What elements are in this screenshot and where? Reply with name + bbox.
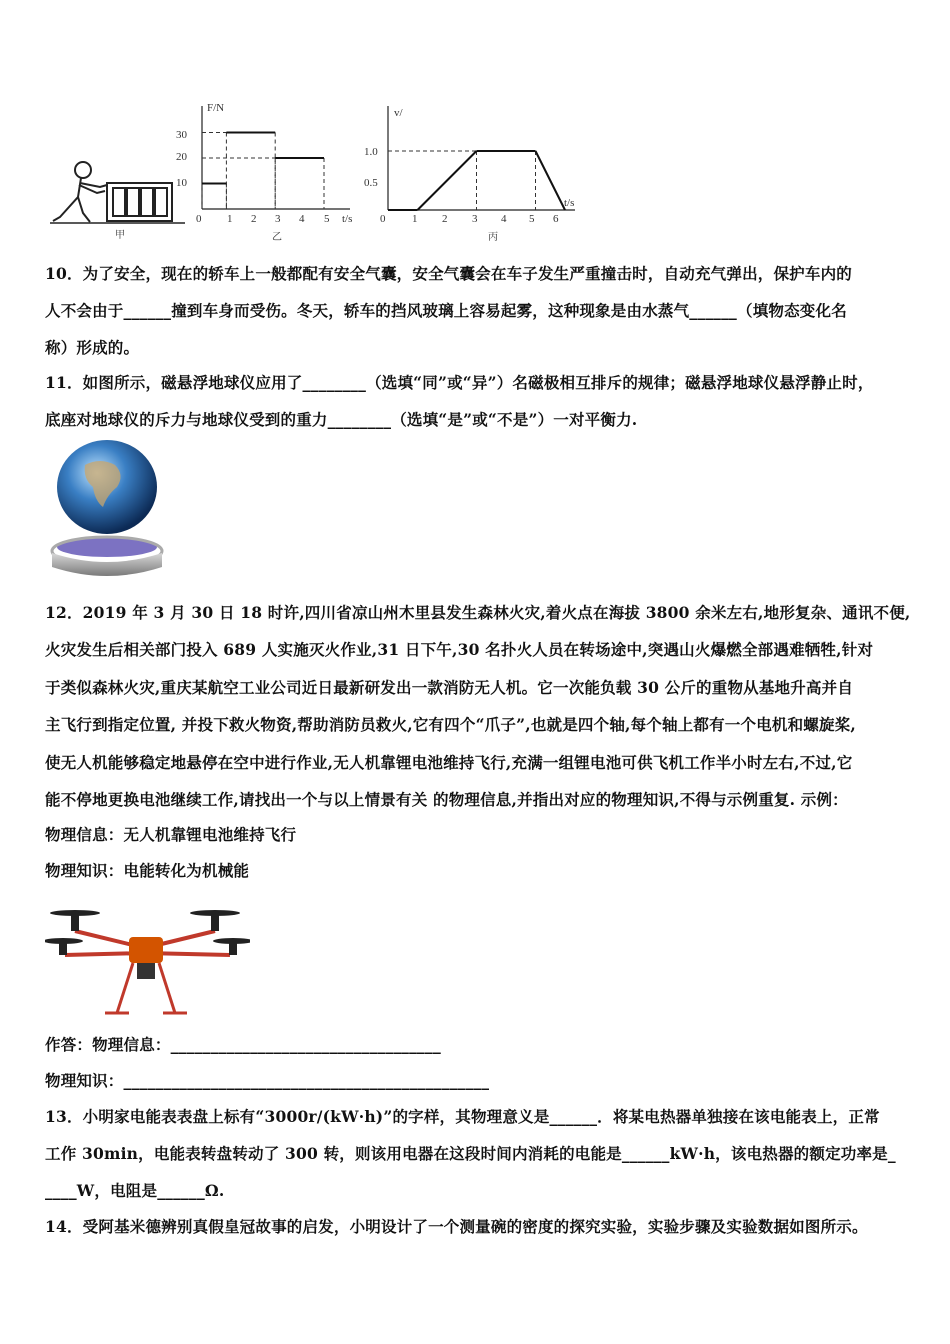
xtick-2: 2 [251,213,257,225]
q11-line-2: 底座对地球仪的斥力与地球仪受到的重力________（选填“是”或“不是”）一对平衡力. [45,410,638,429]
xtick-5: 5 [324,213,330,225]
example-knowledge: 物理知识：电能转化为机械能 [45,861,250,880]
drone-photo [45,893,250,1018]
figure-yi-force-time-graph [170,98,370,244]
ytick-1.0: 1.0 [364,146,378,158]
q12-line-3: 于类似森林火灾,重庆某航空工业公司近日最新研发出一款消防无人机。它一次能负载 30 公斤的重物从基地升高并自 [45,678,854,697]
xtick-3: 3 [472,213,478,225]
x-axis-label: t/s [342,213,353,225]
figure-jia-caption: 甲 [115,230,125,240]
xtick-1: 1 [412,213,418,225]
q10-line-1: 10．为了安全，现在的轿车上一般都配有安全气囊，安全气囊会在车子发生严重撞击时，自动充气弹出，保护车内的 [45,264,852,283]
figure-bing-velocity-time-graph [360,98,590,244]
q13-line-1: 13．小明家电能表表盘上标有“3000r/(kW·h)”的字样，其物理意义是______．将某电热器单独接在该电能表上，正常 [45,1107,880,1126]
ytick-20: 20 [176,151,187,163]
person-pushing-drawing [53,162,107,222]
q12-line-2: 火灾发生后相关部门投入 689 人实施灭火作业,31 日下午,30 名扑火人员在转场途中,突遇山火爆燃全部遇难牺牲,针对 [45,640,874,659]
ytick-30: 30 [176,129,187,141]
xtick-1: 1 [227,213,233,225]
y-axis-label: v/ [394,107,403,119]
xtick-0: 0 [380,213,386,225]
box-drawing [107,183,172,221]
xtick-0: 0 [196,213,202,225]
q13-line-3: ____W，电阻是______Ω. [45,1181,225,1200]
q11-line-1: 11．如图所示，磁悬浮地球仪应用了________（选填“同”或“异”）名磁极相互排斥的规律；磁悬浮地球仪悬浮静止时， [45,373,874,392]
q12-line-6: 能不停地更换电池继续工作,请找出一个与以上情景有关 的物理信息,并指出对应的物理知识,不得与示例重复. 示例： [45,790,848,809]
example-info: 物理信息：无人机靠锂电池维持飞行 [45,825,297,844]
q12-line-5: 使无人机能够稳定地悬停在空中进行作业,无人机靠锂电池维持飞行,充满一组锂电池可供飞机工作半小时左右,不过,它 [45,753,853,772]
q12-line-4: 主飞行到指定位置, 并投下救火物资,帮助消防员救火,它有四个“爪子”,也就是四个轴,每个轴上都有一个电机和螺旋桨, [45,715,857,734]
maglev-globe-photo [45,435,170,585]
xtick-3: 3 [275,213,281,225]
q10-line-3: 称）形成的。 [45,338,140,357]
drone-body [129,937,163,963]
xtick-5: 5 [529,213,535,225]
answer-info: 作答：物理信息：__________________________________ [45,1035,441,1054]
xtick-4: 4 [299,213,305,225]
figure-jia [45,155,190,240]
figure-bing-caption: 丙 [488,232,498,243]
xtick-4: 4 [501,213,507,225]
y-axis-label: F/N [207,102,225,114]
velocity-line-segment [536,151,566,210]
ytick-0.5: 0.5 [364,177,378,189]
q13-line-2: 工作 30min，电能表转盘转动了 300 转，则该用电器在这段时间内消耗的电能是______kW·h，该电热器的额定功率是_ [45,1144,896,1163]
xtick-2: 2 [442,213,448,225]
x-axis-label: t/s [564,197,575,209]
ytick-10: 10 [176,177,187,189]
q12-line-1: 12．2019 年 3 月 30 日 18 时许,四川省凉山州木里县发生森林火灾,着火点在海拔 3800 余米左右,地形复杂、通讯不便, [45,603,911,622]
xtick-6: 6 [553,213,559,225]
q10-line-2: 人不会由于______撞到车身而受伤。冬天，轿车的挡风玻璃上容易起雾，这种现象是由水蒸气______（填物态变化名 [45,301,847,320]
velocity-line-segment [418,151,477,210]
figure-yi-caption: 乙 [272,232,282,243]
q14-line-1: 14．受阿基米德辨别真假皇冠故事的启发，小明设计了一个测量碗的密度的探究实验，实验步骤及实验数据如图所示。 [45,1217,868,1236]
answer-knowledge: 物理知识：______________________________________________ [45,1071,490,1090]
